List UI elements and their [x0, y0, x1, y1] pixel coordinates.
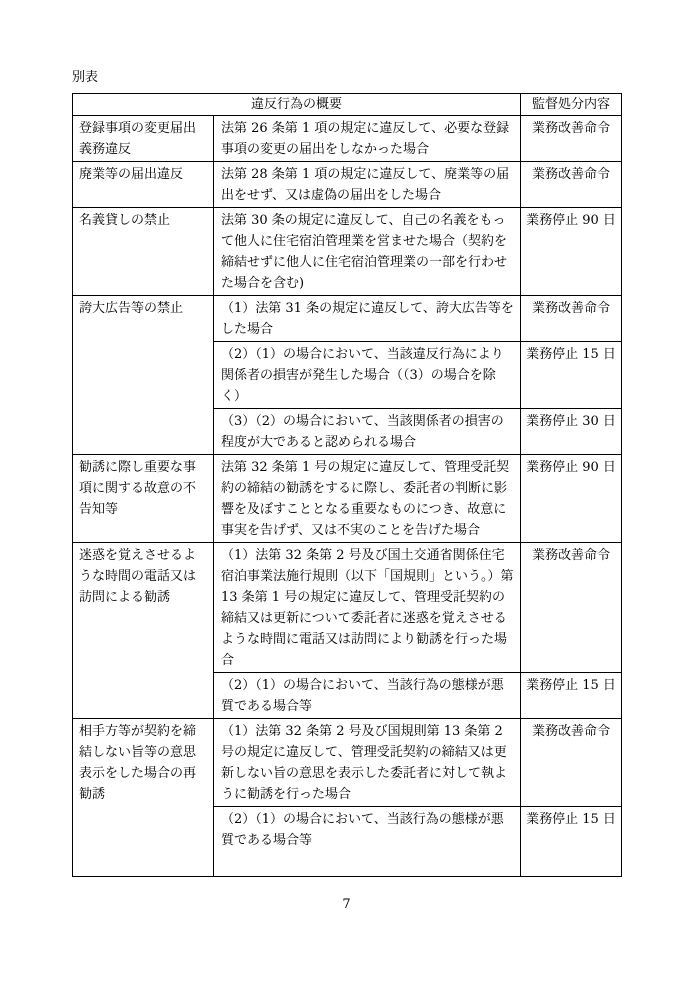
violation-description: 法第 32 条第 1 号の規定に違反して、管理受託契約の締結の勧誘をするに際し、委託者の判断に影響を及ぼすこととなる重要なものにつき、故意に事実を告げず、又は不実のことを告げた場合	[214, 455, 521, 543]
violation-category: 登録事項の変更届出義務違反	[73, 116, 214, 162]
violation-category: 迷惑を覚えさせるような時間の電話又は訪問による勧誘	[73, 543, 214, 719]
disposition-value: 業務改善命令	[521, 296, 622, 342]
violation-category: 名義貸しの禁止	[73, 208, 214, 296]
violation-description: （1）法第 32 条第 2 号及び国土交通省関係住宅宿泊事業法施行規則（以下「国規則」という。）第 13 条第 1 号の規定に違反して、管理受託契約の締結又は更新について委託者に迷惑を覚えさせるような時間に電話又は訪問により勧誘を行った場合	[214, 543, 521, 673]
page-number: 7	[342, 897, 351, 912]
disposition-value: 業務改善命令	[521, 719, 622, 807]
violation-description: （2）（1）の場合において、当該違反行為により関係者の損害が発生した場合（（3）の場合を除く）	[214, 342, 521, 409]
disposition-value: 業務停止 90 日	[521, 208, 622, 296]
table-row	[73, 208, 622, 296]
disposition-value: 業務改善命令	[521, 162, 622, 208]
violation-description: （1）法第 31 条の規定に違反して、誇大広告等をした場合	[214, 296, 521, 342]
table-caption: 別表	[72, 70, 99, 85]
violation-table-body	[73, 116, 622, 877]
table-row	[73, 116, 622, 162]
violation-description: （1）法第 32 条第 2 号及び国規則第 13 条第 2 号の規定に違反して、管理受託契約の締結又は更新しない旨の意思を表示した委託者に対して執ように勧誘を行った場合	[214, 719, 521, 807]
table-row	[73, 296, 622, 342]
violation-category: 誇大広告等の禁止	[73, 296, 214, 455]
disposition-value: 業務停止 15 日	[521, 342, 622, 409]
violation-description: （2）（1）の場合において、当該行為の態様が悪質である場合等	[214, 673, 521, 719]
violation-table	[72, 93, 622, 877]
table-row	[73, 719, 622, 807]
violation-category: 勧誘に際し重要な事項に関する故意の不告知等	[73, 455, 214, 543]
disposition-value: 業務停止 15 日	[521, 807, 622, 877]
disposition-value: 業務改善命令	[521, 116, 622, 162]
disposition-value: 業務停止 30 日	[521, 409, 622, 455]
disposition-value: 業務改善命令	[521, 543, 622, 673]
violation-description: 法第 30 条の規定に違反して、自己の名義をもって他人に住宅宿泊管理業を営ませた場合（契約を締結せずに他人に住宅宿泊管理業の一部を行わせた場合を含む)	[214, 208, 521, 296]
header-disposition: 監督処分内容	[521, 94, 622, 116]
violation-description: （3）（2）の場合において、当該関係者の損害の程度が大であると認められる場合	[214, 409, 521, 455]
disposition-value: 業務停止 90 日	[521, 455, 622, 543]
violation-category: 相手方等が契約を締結しない旨等の意思表示をした場合の再勧誘	[73, 719, 214, 877]
violation-description: 法第 26 条第 1 項の規定に違反して、必要な登録事項の変更の届出をしなかった場合	[214, 116, 521, 162]
disposition-value: 業務停止 15 日	[521, 673, 622, 719]
table-row	[73, 162, 622, 208]
violation-category: 廃業等の届出違反	[73, 162, 214, 208]
table-row	[73, 455, 622, 543]
table-header-row	[73, 94, 622, 116]
violation-description: （2）（1）の場合において、当該行為の態様が悪質である場合等	[214, 807, 521, 877]
table-row	[73, 543, 622, 673]
header-violation-overview: 違反行為の概要	[73, 94, 521, 116]
violation-description: 法第 28 条第 1 項の規定に違反して、廃業等の届出をせず、又は虚偽の届出をした場合	[214, 162, 521, 208]
